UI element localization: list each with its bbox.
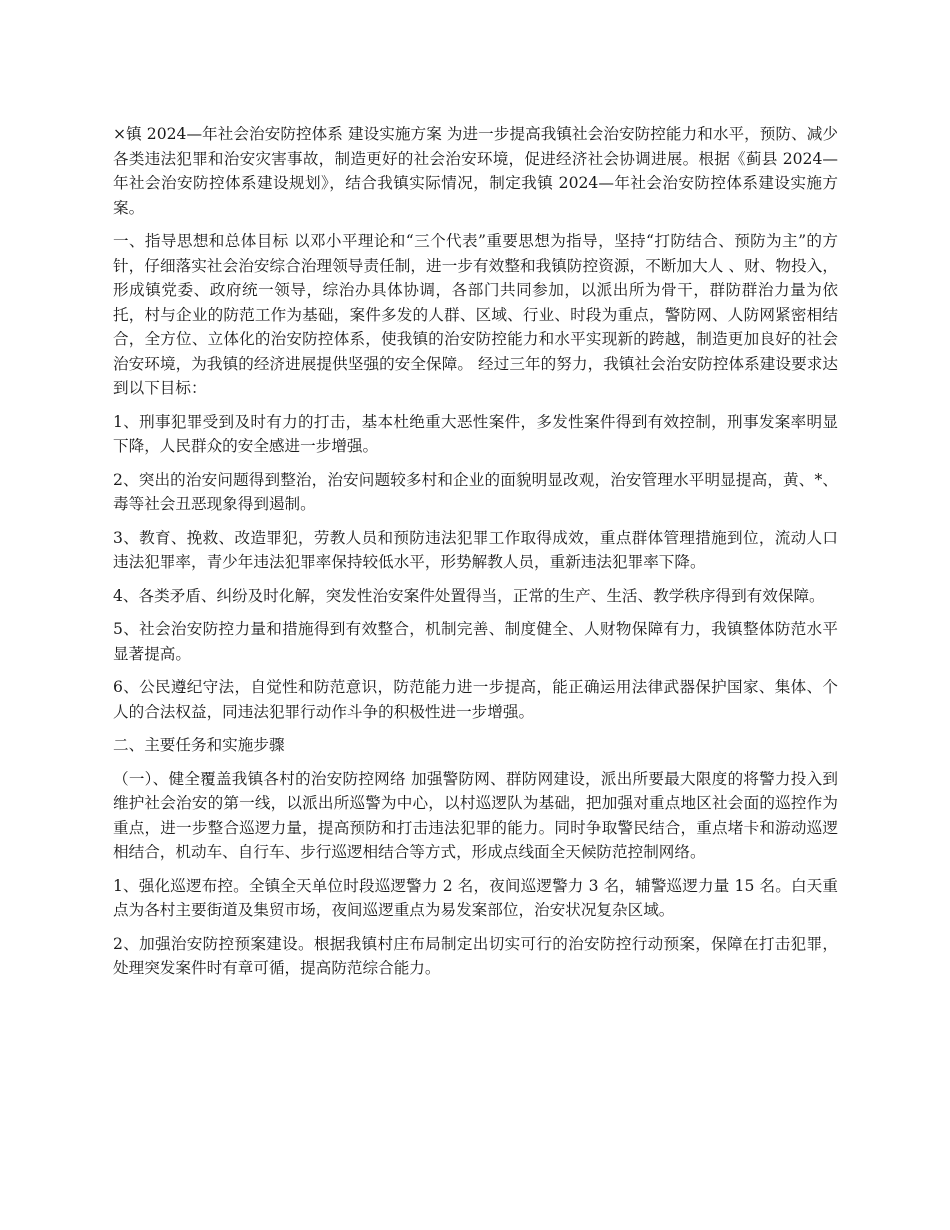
goal-6-paragraph: 6、公民遵纪守法，自觉性和防范意识，防范能力进一步提高，能正确运用法律武器保护国家、集体、个人的合法权益，同违法犯罪行动作斗争的积极性进一步增强。 [113, 678, 838, 721]
task-1-paragraph: 1、强化巡逻布控。全镇全天单位时段巡逻警力 2 名，夜间巡逻警力 3 名，辅警巡逻力量 15 名。白天重点为各村主要街道及集贸市场，夜间巡逻重点为易发案部位，治安状况复杂区域。 [113, 876, 838, 919]
subsection-1-paragraph: （一）、健全覆盖我镇各村的治安防控网络 加强警防网、群防网建设，派出所要最大限度的将警力投入到维护社会治安的第一线，以派出所巡警为中心，以村巡逻队为基础，把加强对重点地区社会面的巡控作为重点，进一步整合巡逻力量，提高预防和打击违法犯罪的能力。同时争取警民结合，重点堵卡和游动巡逻相结合，机动车、自行车、步行巡逻相结合等方式，形成点线面全天候防范控制网络。 [113, 769, 838, 861]
goal-3-paragraph: 3、教育、挽救、改造罪犯，劳教人员和预防违法犯罪工作取得成效，重点群体管理措施到位，流动人口违法犯罪率，青少年违法犯罪率保持较低水平，形势解教人员，重新违法犯罪率下降。 [113, 528, 838, 571]
goal-1-paragraph: 1、刑事犯罪受到及时有力的打击，基本杜绝重大恶性案件，多发性案件得到有效控制，刑事发案率明显下降，人民群众的安全感进一步增强。 [113, 412, 838, 455]
goal-2-paragraph: 2、突出的治安问题得到整治，治安问题较多村和企业的面貌明显改观，治安管理水平明显提高，黄、*、毒等社会丑恶现象得到遏制。 [113, 470, 838, 513]
document-body [113, 122, 838, 990]
intro-paragraph: ×镇 2024—年社会治安防控体系 建设实施方案 为进一步提高我镇社会治安防控能力和水平，预防、减少各类违法犯罪和治安灾害事故，制造更好的社会治安环境，促进经济社会协调进展。根据《蓟县 2024—年社会治安防控体系建设规划》，结合我镇实际情况，制定我镇 2024—年社会治安防控体系建设实施方案。 [113, 125, 838, 217]
task-2-paragraph: 2、加强治安防控预案建设。根据我镇村庄布局制定出切实可行的治安防控行动预案，保障在打击犯罪，处理突发案件时有章可循，提高防范综合能力。 [113, 934, 838, 977]
section-1-paragraph: 一、指导思想和总体目标 以邓小平理论和“三个代表”重要思想为指导，坚持“打防结合、预防为主”的方针，仔细落实社会治安综合治理领导责任制，进一步有效整和我镇防控资源，不断加大人 、财、物投入，形成镇党委、政府统一领导，综治办具体协调，各部门共同参加，以派出所为骨干，群防群治力量为依托，村与企业的防范工作为基础，案件多发的人群、区域、行业、时段为重点，警防网、人防网紧密相结合，全方位、立体化的治安防控体系，使我镇的治安防控能力和水平实现新的跨越，制造更加良好的社会治安环境，为我镇的经济进展提供坚强的安全保障。 经过三年的努力，我镇社会治安防控体系建设要求达到以下目标： [113, 232, 838, 397]
section-2-heading: 二、主要任务和实施步骤 [113, 736, 285, 754]
goal-5-paragraph: 5、社会治安防控力量和措施得到有效整合，机制完善、制度健全、人财物保障有力，我镇整体防范水平显著提高。 [113, 620, 838, 663]
goal-4-paragraph: 4、各类矛盾、纠纷及时化解，突发性治安案件处置得当，正常的生产、生活、教学秩序得到有效保障。 [113, 586, 825, 605]
